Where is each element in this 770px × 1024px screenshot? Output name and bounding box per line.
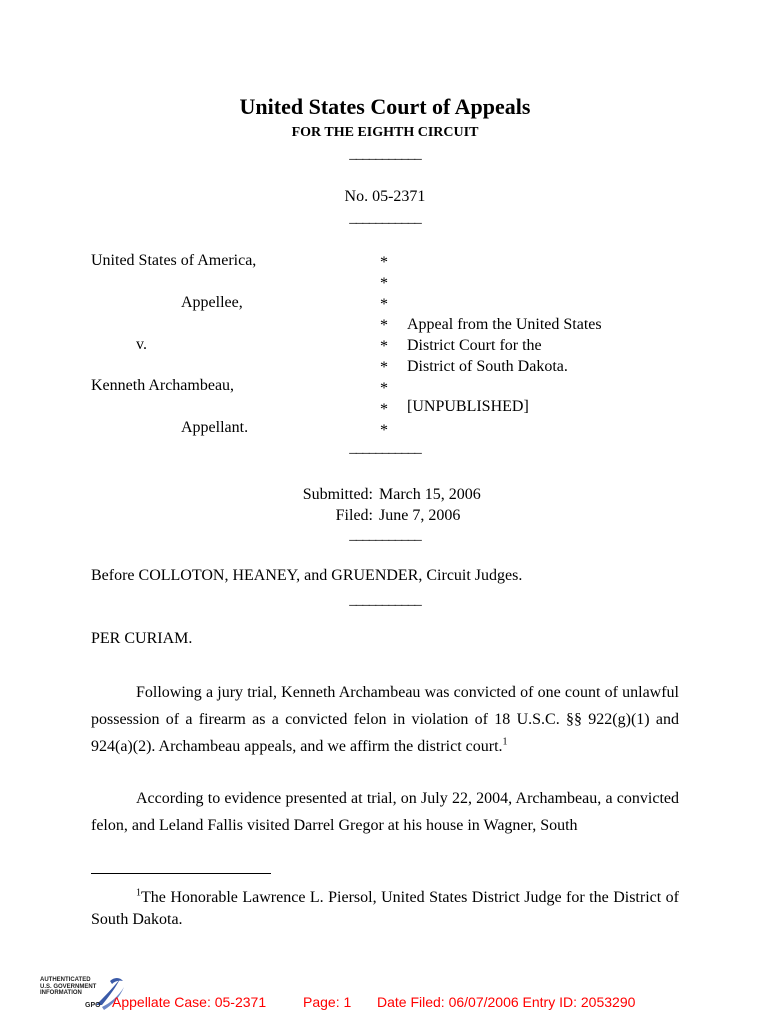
defendant-role: Appellant.	[181, 419, 249, 436]
caption-stars	[377, 252, 391, 441]
appeal-line: Appeal from the United States	[407, 316, 602, 333]
filed-date: June 7, 2006	[379, 507, 461, 524]
gpo-mark: GPO	[85, 1002, 101, 1009]
stamp-case: Appellate Case: 05-2371	[112, 994, 267, 1010]
per-curiam-heading: PER CURIAM.	[91, 630, 193, 647]
panel-judges: Before COLLOTON, HEANEY, and GRUENDER, Circuit Judges.	[91, 567, 523, 584]
docket-number: No. 05-2371	[344, 188, 426, 205]
separator-rule: ___________	[349, 527, 421, 543]
filing-dates	[0, 484, 770, 526]
footnote-text: The Honorable Lawrence L. Piersol, United States District Judge for the District of South Dakota.	[91, 889, 679, 928]
plaintiff-name: United States of America,	[91, 252, 257, 269]
stamp-filed: Date Filed: 06/07/2006 Entry ID: 2053290	[377, 994, 636, 1010]
caption-star: *	[380, 338, 388, 355]
caption-star: *	[380, 422, 388, 439]
filed-label: Filed:	[335, 507, 373, 524]
paragraph-text: Following a jury trial, Kenneth Archambeau was convicted of one count of unlawful possession of a firearm as a convicted felon in violation of 18 U.S.C. §§ 922(g)(1) and 924(a)(2). Archambeau appeals, and we affirm the district court.	[91, 684, 679, 755]
appeal-line: District Court for the	[407, 337, 542, 354]
court-name: United States Court of Appeals	[239, 94, 531, 119]
separator-rule: ___________	[349, 440, 421, 456]
unpublished-label: [UNPUBLISHED]	[407, 398, 529, 415]
circuit-name: FOR THE EIGHTH CIRCUIT	[291, 125, 479, 140]
separator-rule: ___________	[349, 592, 421, 608]
versus: v.	[136, 336, 147, 353]
gpo-authenticated-logo: AUTHENTICATED U.S. GOVERNMENT INFORMATION GPO	[40, 975, 130, 1015]
caption-star: *	[380, 296, 388, 313]
footnote-ref: 1	[502, 736, 508, 748]
submitted-label: Submitted:	[302, 486, 373, 503]
caption-star: *	[380, 380, 388, 397]
plaintiff-role: Appellee,	[181, 294, 243, 311]
separator-rule: ___________	[349, 146, 421, 162]
caption-star: *	[380, 254, 388, 271]
appeal-from	[407, 314, 602, 377]
appeal-line: District of South Dakota.	[407, 358, 568, 375]
separator-rule: ___________	[349, 210, 421, 226]
caption-star: *	[380, 275, 388, 292]
opinion-paragraph	[91, 679, 679, 760]
caption-star: *	[380, 317, 388, 334]
caption-star: *	[380, 359, 388, 376]
footnote-divider	[91, 873, 271, 874]
defendant-name: Kenneth Archambeau,	[91, 377, 235, 394]
opinion-paragraph: According to evidence presented at trial, on July 22, 2004, Archambeau, a convicted felon, and Leland Fallis visited Darrel Gregor at his house in Wagner, South	[91, 790, 679, 834]
footnote	[91, 887, 679, 931]
stamp-page: Page: 1	[303, 994, 352, 1010]
footnote-number: 1	[136, 887, 141, 899]
caption-star: *	[380, 401, 388, 418]
submitted-date: March 15, 2006	[379, 486, 481, 503]
